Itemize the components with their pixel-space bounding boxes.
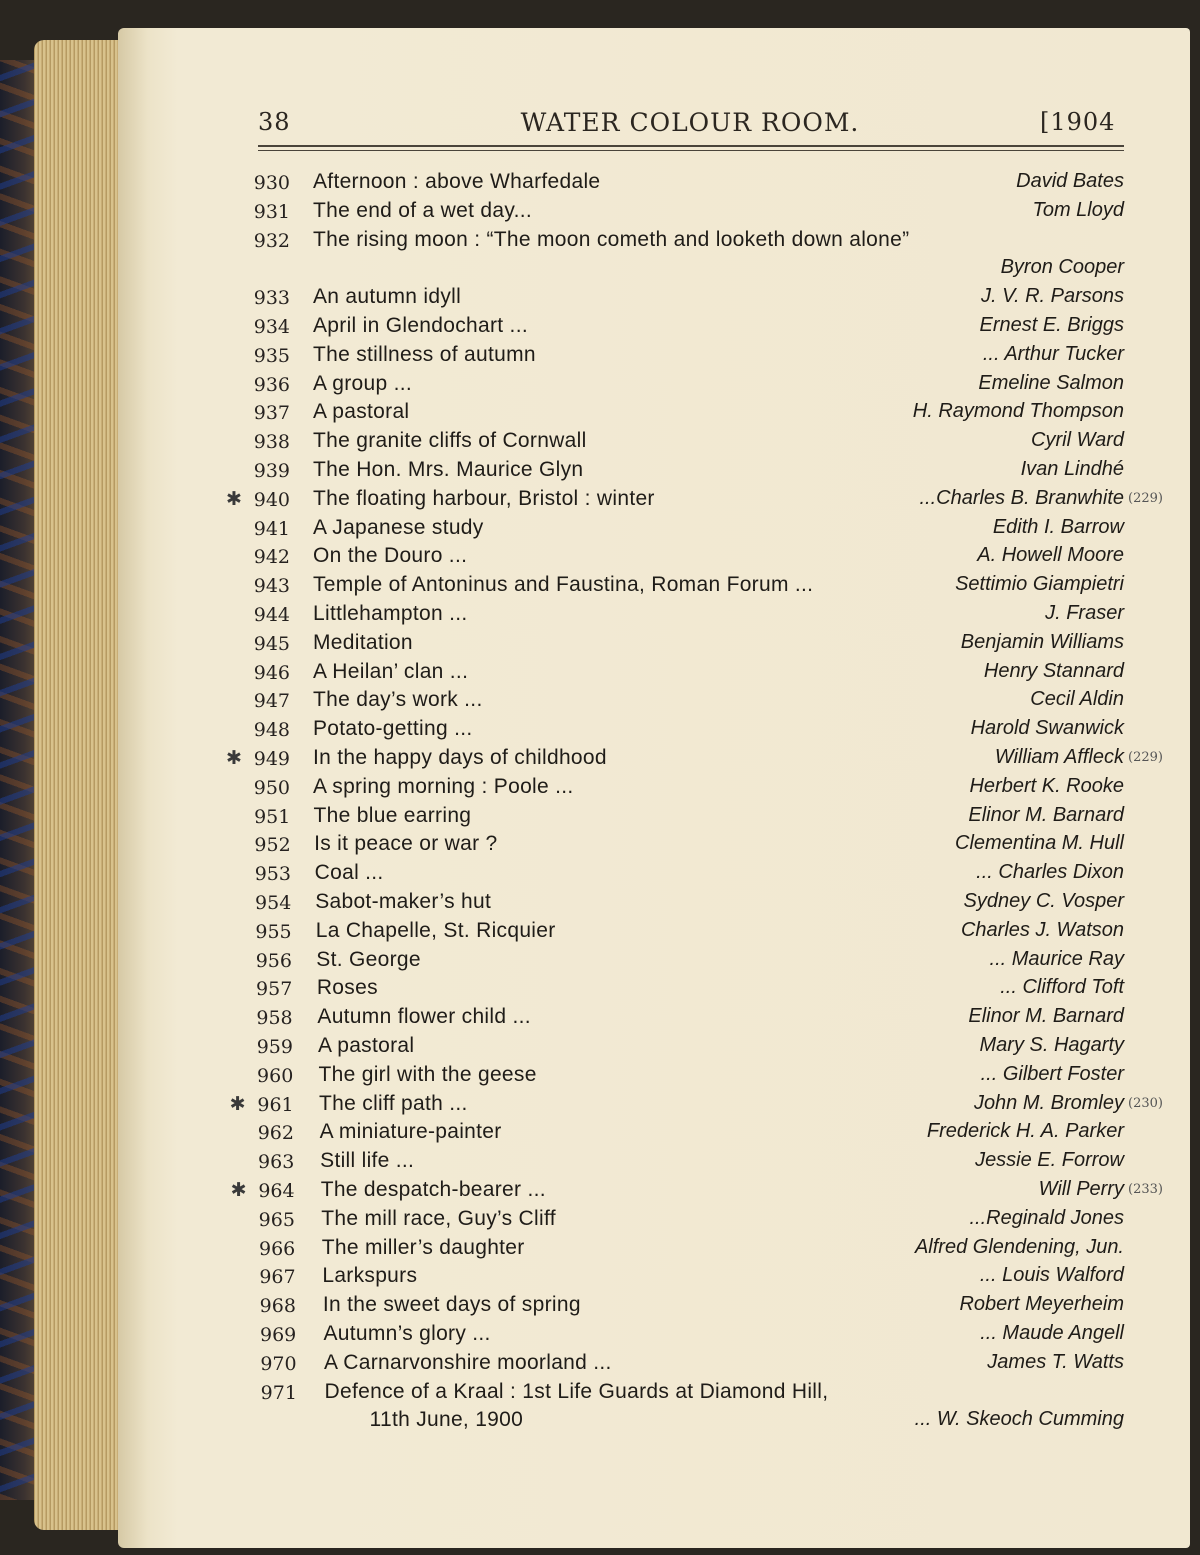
- entry-artist: ...Charles B. Branwhite: [919, 486, 1124, 509]
- entry-artist: J. V. R. Parsons: [980, 285, 1124, 308]
- entry-title: On the Douro ...: [313, 544, 468, 568]
- page-year: [1904: [1040, 108, 1116, 136]
- entry-title: The cliff path ...: [319, 1091, 468, 1115]
- handwritten-note: (230): [1128, 1095, 1163, 1111]
- page-number: 38: [258, 108, 291, 136]
- entry-number: 968: [259, 1295, 296, 1318]
- entry-number: 932: [253, 229, 290, 252]
- entry-number: 935: [253, 344, 290, 367]
- entry-number: 936: [253, 373, 290, 396]
- entry-artist: ...Reginald Jones: [969, 1206, 1124, 1229]
- entry-number: 946: [253, 661, 290, 684]
- handwritten-note: (233): [1128, 1182, 1163, 1197]
- entry-number: 952: [254, 834, 291, 857]
- entry-title: In the sweet days of spring: [322, 1293, 581, 1317]
- entry-artist: Henry Stannard: [983, 659, 1124, 682]
- entry-number: 953: [254, 863, 291, 886]
- entry-artist: Benjamin Williams: [960, 630, 1124, 653]
- entry-number: 954: [255, 892, 292, 914]
- entry-number: 950: [253, 776, 290, 799]
- entry-number: 963: [258, 1151, 295, 1174]
- entry-artist: H. Raymond Thompson: [912, 400, 1124, 423]
- annotation-mark: ✱: [230, 1179, 247, 1201]
- entry-title: Autumn’s glory ...: [323, 1322, 491, 1345]
- entry-number: 937: [253, 402, 290, 425]
- entry-title: The blue earring: [313, 803, 472, 827]
- entry-title: Coal ...: [314, 861, 384, 885]
- entry-number: 947: [253, 690, 290, 713]
- entry-number: 970: [260, 1352, 297, 1375]
- annotation-mark: ✱: [226, 487, 242, 510]
- entry-title: A Carnarvonshire moorland ...: [324, 1350, 612, 1374]
- entry-number: 955: [255, 920, 292, 943]
- entry-title: Potato-getting ...: [313, 717, 473, 741]
- entry-number: 951: [254, 805, 291, 828]
- entry-title-continued: 11th June, 1900: [369, 1408, 524, 1432]
- entry-artist: Harold Swanwick: [970, 717, 1124, 740]
- entry-artist: John M. Bromley: [973, 1091, 1124, 1114]
- entry-title: The granite cliffs of Cornwall: [313, 429, 587, 453]
- entry-artist: ... Clifford Toft: [1000, 976, 1124, 999]
- entry-artist: Edith I. Barrow: [992, 515, 1124, 538]
- entry-number: 961: [257, 1093, 294, 1116]
- entry-artist: Alfred Glendening, Jun.: [914, 1235, 1124, 1258]
- entry-number: 945: [253, 632, 290, 655]
- entry-artist: Robert Meyerheim: [959, 1293, 1124, 1316]
- entry-title: The mill race, Guy’s Cliff: [321, 1206, 556, 1230]
- entry-title: A Heilan’ clan ...: [313, 659, 469, 683]
- entry-number: 941: [253, 517, 290, 540]
- entry-number: 930: [253, 172, 290, 194]
- entry-title: A group ...: [313, 371, 413, 395]
- entry-number: 969: [260, 1324, 297, 1346]
- entry-number: 959: [256, 1036, 293, 1058]
- entry-number: 938: [253, 431, 290, 454]
- entry-title: A Japanese study: [313, 515, 484, 539]
- entry-title: Littlehampton ...: [313, 602, 468, 625]
- entry-artist: David Bates: [1016, 170, 1124, 192]
- entry-artist: ... W. Skeoch Cumming: [914, 1408, 1124, 1431]
- entry-title: La Chapelle, St. Ricquier: [315, 918, 556, 942]
- entry-title: A pastoral: [317, 1034, 415, 1057]
- entry-title: The day’s work ...: [313, 688, 483, 712]
- entry-artist: ... Gilbert Foster: [980, 1062, 1124, 1085]
- entry-artist: Elinor M. Barnard: [968, 803, 1124, 826]
- entry-title: The miller’s daughter: [321, 1235, 525, 1259]
- entry-number: 948: [253, 719, 290, 742]
- entry-number: 939: [253, 460, 290, 482]
- entry-number: 964: [258, 1180, 295, 1202]
- entry-number: 962: [257, 1122, 294, 1145]
- entry-title: The girl with the geese: [318, 1062, 537, 1086]
- entry-title: The rising moon : “The moon cometh and looketh down alone”: [313, 227, 910, 251]
- entry-number: 943: [253, 575, 290, 598]
- entry-artist: J. Fraser: [1045, 602, 1124, 624]
- entry-title: Is it peace or war ?: [314, 832, 498, 856]
- entry-artist: James T. Watts: [987, 1350, 1124, 1373]
- entry-artist: A. Howell Moore: [977, 544, 1124, 567]
- entry-artist: Elinor M. Barnard: [968, 1005, 1124, 1028]
- entry-number: 940: [253, 488, 290, 511]
- entry-number: 967: [259, 1266, 296, 1289]
- entry-title: Roses: [316, 976, 378, 1000]
- entry-artist: Charles J. Watson: [960, 918, 1124, 941]
- entry-artist: William Affleck: [994, 746, 1124, 768]
- entry-number: 933: [253, 287, 290, 310]
- handwritten-note: (229): [1128, 490, 1163, 506]
- handwritten-note: (229): [1128, 750, 1163, 765]
- entry-artist: Cecil Aldin: [1030, 688, 1124, 711]
- entry-artist: Mary S. Hagarty: [979, 1034, 1124, 1056]
- entry-title: The stillness of autumn: [313, 342, 536, 366]
- entry-title: An autumn idyll: [313, 285, 462, 309]
- entry-title: The end of a wet day...: [313, 198, 532, 222]
- entry-artist: ... Louis Walford: [979, 1264, 1124, 1287]
- entry-title: April in Glendochart ...: [313, 314, 528, 337]
- entry-title: Autumn flower child ...: [317, 1005, 531, 1029]
- entry-number: 957: [256, 978, 293, 1001]
- entry-title: Still life ...: [320, 1149, 415, 1173]
- entry-title: In the happy days of childhood: [313, 746, 607, 769]
- entry-number: 971: [260, 1381, 297, 1404]
- entry-artist: Ernest E. Briggs: [979, 314, 1124, 336]
- entry-number: 956: [255, 949, 292, 972]
- page-title: WATER COLOUR ROOM.: [520, 108, 860, 137]
- entry-artist: Emeline Salmon: [978, 371, 1124, 394]
- entry-number: 934: [253, 316, 290, 338]
- entry-artist: Jessie E. Forrow: [975, 1149, 1124, 1172]
- entry-title: Defence of a Kraal : 1st Life Guards at Diamond Hill,: [324, 1379, 829, 1403]
- entry-title: The floating harbour, Bristol : winter: [313, 486, 655, 510]
- entry-artist: Tom Lloyd: [1032, 198, 1124, 221]
- entry-artist: ... Maude Angell: [980, 1322, 1124, 1344]
- entry-artist: Herbert K. Rooke: [969, 774, 1124, 797]
- entry-number: 966: [259, 1237, 296, 1260]
- annotation-mark: ✱: [226, 747, 242, 769]
- entry-number: 944: [253, 604, 290, 626]
- entry-artist: ... Charles Dixon: [976, 861, 1124, 884]
- entry-artist: ... Maurice Ray: [989, 947, 1124, 970]
- entry-number: 949: [253, 748, 290, 770]
- entry-number: 960: [257, 1064, 294, 1087]
- entry-title: Afternoon : above Wharfedale: [313, 170, 601, 193]
- entry-title: A pastoral: [313, 400, 410, 424]
- entry-title: The Hon. Mrs. Maurice Glyn: [313, 458, 584, 481]
- entry-number: 965: [258, 1208, 295, 1231]
- entry-artist: Byron Cooper: [1000, 256, 1124, 279]
- entry-title: Temple of Antoninus and Faustina, Roman Forum ...: [313, 573, 814, 597]
- entry-title: Sabot-maker’s hut: [315, 890, 492, 913]
- entry-title: Larkspurs: [322, 1264, 418, 1288]
- entry-number: 958: [256, 1007, 293, 1030]
- entry-number: 931: [253, 200, 290, 223]
- entry-artist: Sydney C. Vosper: [963, 890, 1124, 912]
- entry-number: 942: [253, 546, 290, 569]
- entry-title: A spring morning : Poole ...: [313, 774, 574, 798]
- entry-title: The despatch-bearer ...: [320, 1178, 546, 1201]
- entry-title: Meditation: [313, 630, 413, 654]
- entry-title: St. George: [316, 947, 421, 971]
- entry-artist: Cyril Ward: [1031, 429, 1124, 452]
- entry-artist: Clementina M. Hull: [955, 832, 1124, 855]
- entry-artist: Ivan Lindhé: [1020, 458, 1124, 480]
- entry-artist: Will Perry: [1038, 1178, 1124, 1200]
- entry-artist: Frederick H. A. Parker: [926, 1120, 1124, 1143]
- annotation-mark: ✱: [229, 1092, 246, 1115]
- entry-artist: ... Arthur Tucker: [982, 342, 1124, 365]
- entry-artist: Settimio Giampietri: [955, 573, 1124, 596]
- entry-title: A miniature-painter: [319, 1120, 502, 1144]
